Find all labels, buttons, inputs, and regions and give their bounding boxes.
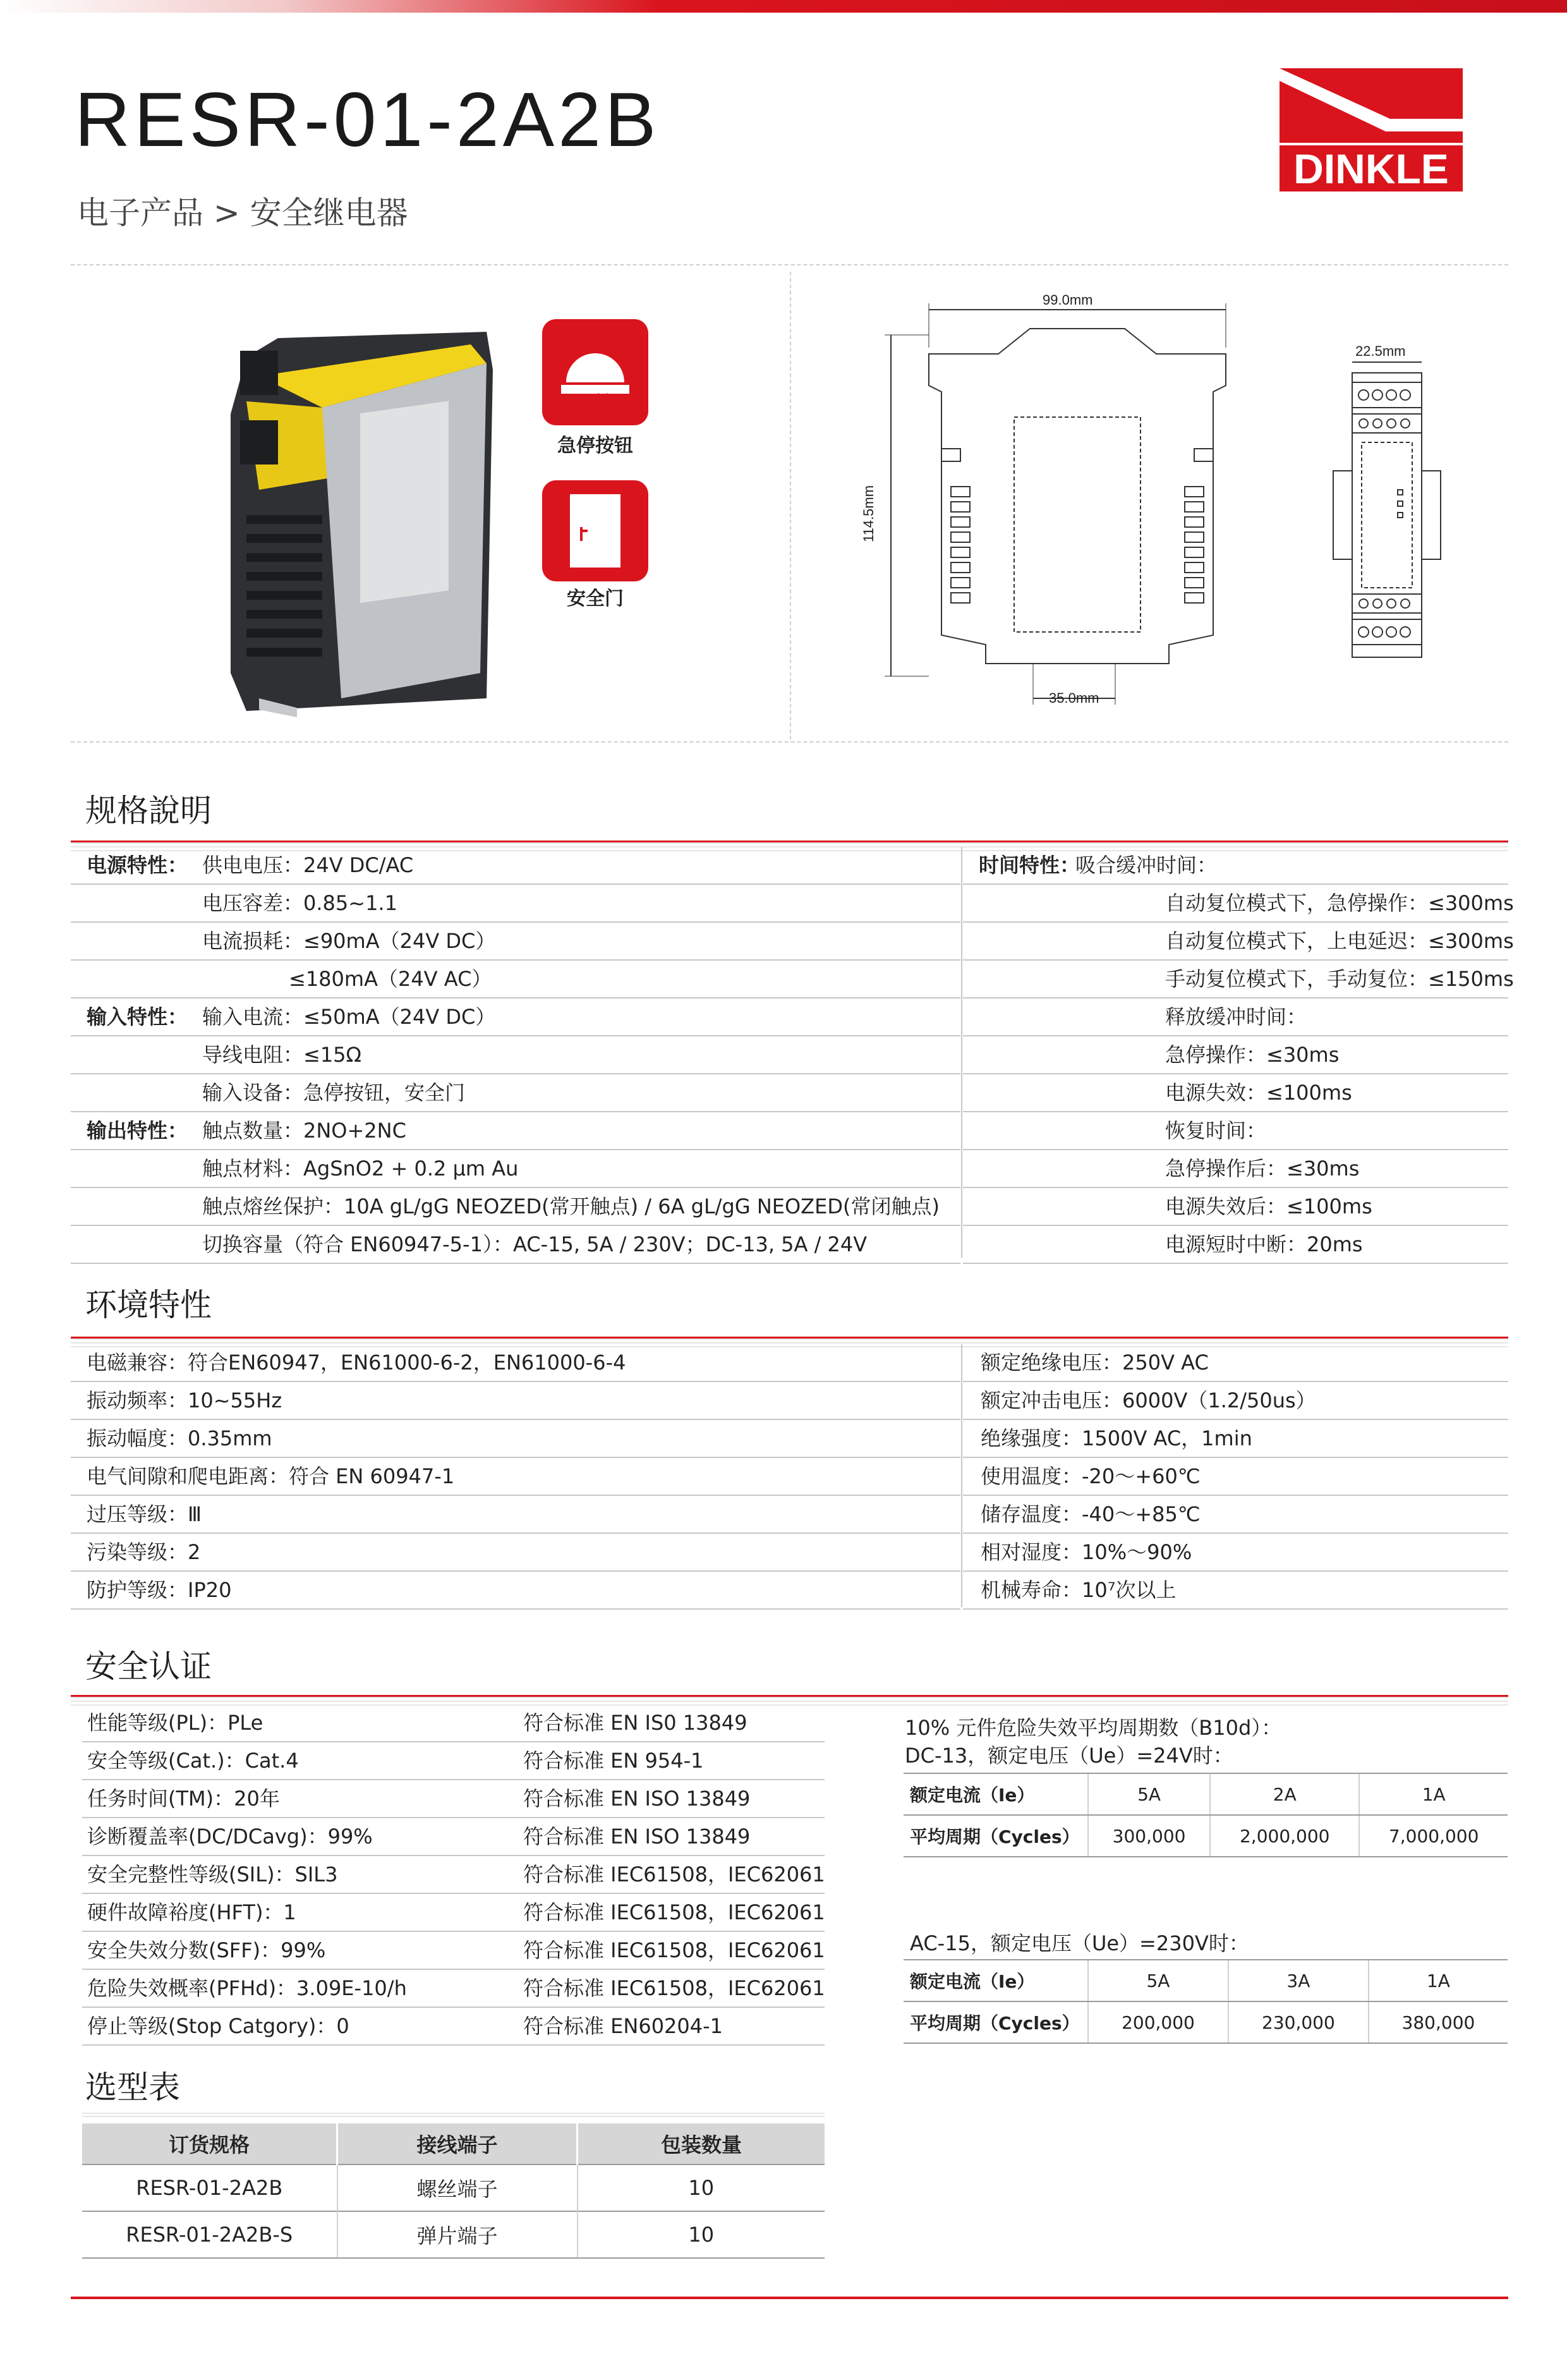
spec-value: 恢复时间： — [1165, 1119, 1267, 1143]
spec-value: 防护等级：IP20 — [87, 1578, 232, 1602]
table-cell: 5A — [1088, 1960, 1228, 2001]
table-row — [963, 1188, 1508, 1226]
table-cell: 额定电流（Ie） — [904, 1960, 1088, 2001]
table-row — [71, 1458, 960, 1496]
spec-value: 电流损耗：≤90mA（24V DC） — [202, 929, 496, 953]
safety-item: 安全等级(Cat.)：Cat.4 — [87, 1749, 299, 1773]
spec-value: 额定冲击电压：6000V（1.2/50us） — [981, 1388, 1316, 1412]
emergency-stop-icon — [542, 319, 648, 425]
table-row — [963, 1458, 1508, 1496]
environment-title: 环境特性 — [85, 1287, 212, 1323]
table-row — [963, 1572, 1508, 1610]
table-cell: 10 — [578, 2164, 825, 2211]
table-cell: RESR-01-2A2B — [82, 2164, 337, 2211]
spec-value: 吸合缓冲时间： — [1075, 853, 1218, 877]
table-cell: 2,000,000 — [1210, 1815, 1359, 1857]
table-row — [71, 999, 960, 1036]
table-cell: 230,000 — [1228, 2001, 1369, 2043]
table-row — [963, 1036, 1508, 1074]
spec-value: 电磁兼容：符合EN60947，EN61000-6-2，EN61000-6-4 — [87, 1351, 626, 1375]
table-row — [71, 1150, 960, 1188]
table-row — [71, 1074, 960, 1112]
table-row — [82, 2164, 825, 2211]
dimension-drawing-side — [1327, 338, 1453, 667]
width-dimension: 99.0mm — [1043, 292, 1093, 308]
spec-value: 振动幅度：0.35mm — [87, 1426, 272, 1450]
table-cell: 5A — [1088, 1773, 1210, 1815]
safety-standard: 符合标准 IEC61508，IEC62061 — [523, 1976, 825, 2000]
table-row — [71, 923, 960, 961]
table-row — [963, 961, 1514, 999]
safety-item: 任务时间(TM)：20年 — [87, 1787, 280, 1811]
table-row — [963, 1112, 1508, 1150]
table-row — [963, 1420, 1508, 1458]
table-cell: 1A — [1359, 1773, 1508, 1815]
safety-standard: 符合标准 IEC61508，IEC62061 — [523, 1862, 825, 1886]
safety-standard: 符合标准 IEC61508，IEC62061 — [523, 1900, 825, 1924]
depth-dimension: 22.5mm — [1355, 343, 1406, 359]
list-item — [82, 1818, 825, 1856]
environment-left-column — [71, 1344, 960, 1610]
table-header: 接线端子 — [337, 2123, 578, 2164]
table-row — [963, 1382, 1508, 1420]
b10d-heading — [905, 1714, 1281, 1770]
table-cell: 7,000,000 — [1359, 1815, 1508, 1857]
table-header: 包装数量 — [578, 2123, 825, 2164]
table-row — [963, 885, 1514, 923]
table-row — [71, 1420, 960, 1458]
page-title: RESR-01-2A2B — [75, 76, 660, 162]
breadcrumb: 电子产品 > 安全继电器 — [77, 195, 408, 231]
table-row — [963, 1150, 1508, 1188]
table-row — [71, 1036, 960, 1074]
list-item — [82, 1856, 825, 1894]
safety-item: 安全完整性等级(SIL)：SIL3 — [87, 1862, 338, 1886]
safety-item: 硬件故障裕度(HFT)：1 — [87, 1900, 296, 1924]
spec-value: 触点熔丝保护：10A gL/gG NEOZED(常开触点) / 6A gL/gG NEOZED(常闭触点) — [202, 1194, 940, 1218]
table-row — [71, 885, 960, 923]
table-row — [71, 1534, 960, 1572]
table-cell: RESR-01-2A2B-S — [82, 2211, 337, 2258]
list-item — [82, 1704, 825, 1742]
table-cell: 3A — [1228, 1960, 1369, 2001]
spec-value: 储存温度：-40～+85℃ — [981, 1502, 1201, 1526]
height-dimension: 114.5mm — [861, 485, 877, 543]
list-item — [82, 1970, 825, 2008]
spec-value: 输入电流：≤50mA（24V DC） — [202, 1005, 496, 1029]
list-item — [82, 2008, 825, 2046]
safety-standard: 符合标准 EN ISO 13849 — [523, 1824, 751, 1849]
table-row — [904, 1773, 1508, 1815]
table-cell: 平均周期（Cycles） — [904, 2001, 1088, 2043]
spec-value: 振动频率：10~55Hz — [87, 1388, 282, 1412]
table-header: 订货规格 — [82, 2123, 337, 2164]
spec-value: 使用温度：-20～+60℃ — [981, 1464, 1201, 1488]
table-row — [71, 961, 960, 999]
environment-right-column — [963, 1344, 1508, 1610]
spec-value: 绝缘强度：1500V AC，1min — [981, 1426, 1252, 1450]
table-row — [963, 1074, 1508, 1112]
table-row — [904, 1815, 1508, 1857]
specs-right-column — [963, 847, 1514, 1264]
spec-value: 额定绝缘电压：250V AC — [981, 1351, 1209, 1375]
safety-standard: 符合标准 EN 954-1 — [523, 1749, 704, 1773]
specs-table — [71, 847, 1514, 1258]
spec-value: 自动复位模式下，上电延迟：≤300ms — [1165, 929, 1514, 953]
spec-value: 电气间隙和爬电距离：符合 EN 60947-1 — [87, 1464, 455, 1488]
safety-item: 诊断覆盖率(DC/DCavg)：99% — [87, 1824, 373, 1849]
spec-value: 供电电压：24V DC/AC — [202, 853, 414, 877]
footer-divider — [71, 2297, 1508, 2299]
specs-left-column — [71, 847, 960, 1264]
spec-value: 相对湿度：10%～90% — [981, 1540, 1192, 1564]
spec-category: 输入特性： — [87, 1005, 188, 1029]
list-item — [82, 1894, 825, 1932]
safety-door-label: 安全门 — [567, 588, 624, 610]
safety-standard: 符合标准 EN ISO 13849 — [523, 1787, 751, 1811]
spec-value: 过压等级：Ⅲ — [87, 1502, 202, 1526]
table-row — [963, 847, 1508, 885]
table-row — [71, 847, 960, 885]
spec-value: 导线电阻：≤15Ω — [202, 1043, 361, 1067]
brand-logo — [1280, 68, 1463, 191]
dc13-table — [904, 1773, 1508, 1857]
spec-value: 急停操作：≤30ms — [1165, 1043, 1340, 1067]
table-row — [71, 1382, 960, 1420]
table-cell: 380,000 — [1369, 2001, 1508, 2043]
spec-value: 电源短时中断：20ms — [1165, 1232, 1363, 1256]
safety-certification-list — [82, 1704, 825, 2046]
table-header-row — [82, 2123, 825, 2164]
spec-value: 输入设备：急停按钮，安全门 — [202, 1081, 466, 1105]
safety-standard: 符合标准 IEC61508，IEC62061 — [523, 1938, 825, 1962]
spec-value: 电压容差：0.85~1.1 — [202, 891, 397, 915]
brand-name: DINKLE — [1293, 145, 1449, 192]
spec-value: 释放缓冲时间： — [1165, 1005, 1307, 1029]
spec-category: 电源特性： — [87, 853, 188, 877]
table-cell: 10 — [578, 2211, 825, 2258]
spec-value: 急停操作后：≤30ms — [1165, 1157, 1360, 1181]
table-row — [71, 1572, 960, 1610]
table-row — [963, 1226, 1508, 1264]
safety-door-icon — [542, 480, 648, 581]
specs-title: 规格說明 — [85, 792, 212, 829]
table-cell: 200,000 — [1088, 2001, 1228, 2043]
table-row — [71, 1496, 960, 1534]
rail-dimension: 35.0mm — [1049, 690, 1099, 706]
environment-table — [71, 1344, 1508, 1610]
spec-category: 输出特性： — [87, 1119, 188, 1143]
table-row — [71, 1112, 960, 1150]
top-accent-bar — [0, 0, 1567, 13]
selection-title: 选型表 — [85, 2069, 180, 2106]
spec-value: 污染等级：2 — [87, 1540, 201, 1564]
separator — [790, 272, 791, 739]
table-cell: 300,000 — [1088, 1815, 1210, 1857]
spec-value: 触点数量：2NO+2NC — [202, 1119, 406, 1143]
table-row — [71, 1226, 960, 1264]
safety-title: 安全认证 — [85, 1648, 212, 1685]
safety-item: 危险失效概率(PFHd)：3.09E-10/h — [87, 1976, 407, 2000]
ac15-table — [904, 1959, 1508, 2044]
table-cell: 额定电流（Ie） — [904, 1773, 1088, 1815]
spec-value: 触点材料：AgSnO2 + 0.2 μm Au — [202, 1157, 519, 1181]
separator — [71, 264, 1508, 265]
spec-value: 自动复位模式下，急停操作：≤300ms — [1165, 891, 1514, 915]
table-cell: 螺丝端子 — [337, 2164, 578, 2211]
spec-value: ≤180mA（24V AC） — [289, 967, 492, 991]
table-row — [71, 1344, 960, 1382]
table-row — [904, 1960, 1508, 2001]
safety-item: 性能等级(PL)：PLe — [87, 1711, 263, 1735]
safety-item: 安全失效分数(SFF)：99% — [87, 1938, 326, 1962]
spec-value: 切换容量（符合 EN60947-5-1）：AC-15, 5A / 230V；DC-13, 5A / 24V — [202, 1232, 868, 1256]
separator — [71, 741, 1508, 743]
table-row — [82, 2211, 825, 2258]
list-item — [82, 1780, 825, 1818]
spec-value: 电源失效后：≤100ms — [1165, 1194, 1372, 1218]
ac15-heading: AC-15，额定电压（Ue）=230V时： — [910, 1931, 1249, 1955]
table-cell: 平均周期（Cycles） — [904, 1815, 1088, 1857]
table-row — [963, 923, 1514, 961]
spec-category: 时间特性： — [979, 853, 1080, 877]
safety-standard: 符合标准 EN IS0 13849 — [523, 1711, 747, 1735]
table-cell: 弹片端子 — [337, 2211, 578, 2258]
dimension-drawing-front — [861, 291, 1251, 733]
table-row — [963, 1534, 1508, 1572]
selection-table — [82, 2123, 825, 2259]
table-cell: 2A — [1210, 1773, 1359, 1815]
table-row — [963, 999, 1508, 1036]
section-divider — [82, 2111, 825, 2117]
list-item — [82, 1932, 825, 1970]
spec-value: 电源失效：≤100ms — [1165, 1081, 1352, 1105]
list-item — [82, 1742, 825, 1780]
emergency-stop-label: 急停按钮 — [557, 435, 633, 457]
spec-value: 机械寿命：10⁷次以上 — [981, 1578, 1177, 1602]
safety-item: 停止等级(Stop Catgory)：0 — [87, 2014, 349, 2038]
product-image — [221, 288, 505, 717]
table-row — [963, 1496, 1508, 1534]
safety-standard: 符合标准 EN60204-1 — [523, 2014, 723, 2038]
table-cell: 1A — [1369, 1960, 1508, 2001]
b10d-heading-line1: 10% 元件危险失效平均周期数（B10d）： — [905, 1716, 1282, 1740]
table-row — [71, 1188, 960, 1226]
table-row — [904, 2001, 1508, 2043]
b10d-heading-line2: DC-13，额定电压（Ue）=24V时： — [905, 1744, 1233, 1768]
table-row — [963, 1344, 1508, 1382]
spec-value: 手动复位模式下，手动复位：≤150ms — [1165, 967, 1514, 991]
